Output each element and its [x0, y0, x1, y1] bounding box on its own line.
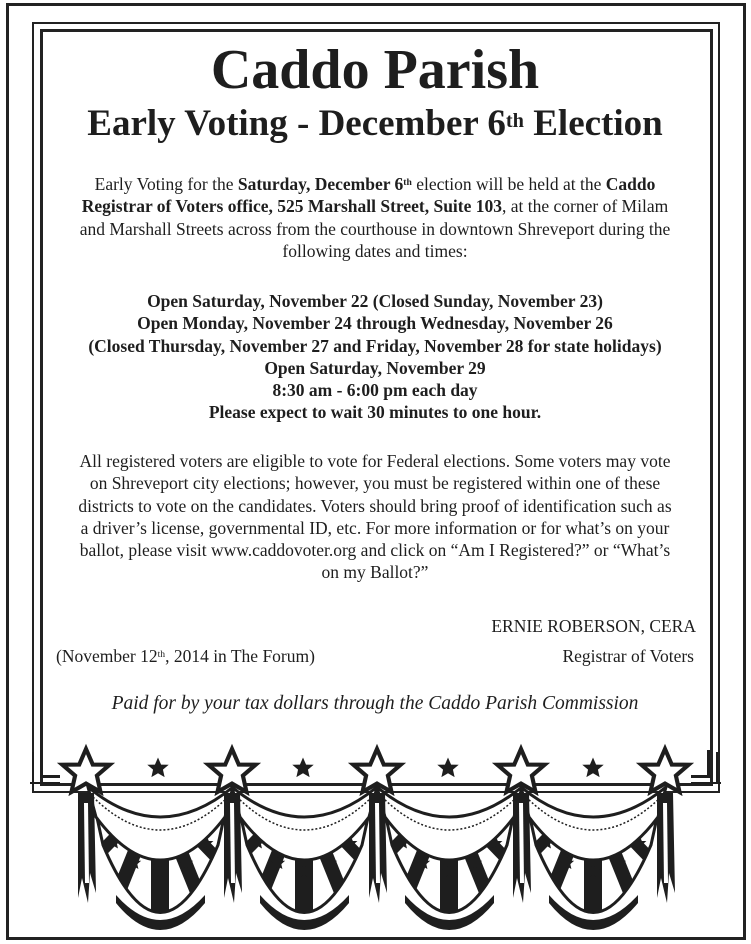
text: on Shreveport city elections; however, you must be registered within one of these: [89, 473, 661, 494]
text: election will be held at the: [411, 174, 606, 194]
publication-note: [56, 645, 315, 667]
paid-for-notice: Paid for by your tax dollars through the Caddo Parish Commission: [111, 693, 639, 714]
frame-corner: [716, 752, 718, 784]
bunting-drape: [657, 793, 675, 903]
bunting-drape: [513, 793, 531, 903]
frame-corner: [707, 750, 710, 778]
subtitle-text-end: Election: [523, 103, 663, 144]
text: All registered voters are eligible to vote for Federal elections. Some voters may vote: [79, 451, 671, 471]
intro-paragraph: [40, 173, 710, 262]
patriotic-bunting-illustration: [0, 730, 751, 930]
schedule-line: (Closed Thursday, November 27 and Friday, November 28 for state holidays): [88, 335, 662, 356]
text: , 2014 in The Forum): [165, 646, 315, 666]
signature-role: Registrar of Voters: [562, 646, 694, 666]
signature-name: ERNIE ROBERSON, CERA: [491, 616, 696, 636]
text: ballot, please visit www.caddovoter.org and click on “Am I Registered?” or “What’s: [79, 540, 671, 561]
subtitle-sup: th: [505, 109, 524, 132]
location-start: Caddo: [605, 174, 656, 194]
schedule-line: Please expect to wait 30 minutes to one hour.: [208, 402, 542, 423]
bunting-drape: [369, 793, 387, 903]
frame-corner: [30, 782, 60, 784]
subtitle-text: Early Voting - December 6: [87, 103, 506, 144]
schedule-line: Open Saturday, November 22 (Closed Sunday, November 23): [147, 291, 603, 311]
text: , at the corner of Milam: [502, 196, 669, 217]
page-title: Caddo Parish: [210, 39, 540, 101]
text: following dates and times:: [282, 240, 468, 261]
text: districts to vote on the candidates. Voters should bring proof of identification such as: [78, 495, 672, 516]
election-date: Saturday, December 6: [237, 174, 404, 194]
bunting-drape: [224, 793, 242, 903]
location: Registrar of Voters office, 525 Marshall Street, Suite 103: [81, 196, 503, 217]
info-paragraph: [40, 450, 710, 584]
schedule-line: Open Saturday, November 29: [264, 357, 486, 378]
schedule-list: [40, 290, 710, 424]
text: Early Voting for the: [94, 174, 238, 194]
schedule-line: 8:30 am - 6:00 pm each day: [272, 380, 478, 401]
text: and Marshall Streets across from the courthouse in downtown Shreveport during the: [79, 218, 671, 239]
sup: th: [403, 176, 412, 188]
text: (November 12: [56, 646, 158, 666]
schedule-line: Open Monday, November 24 through Wednesday, November 26: [137, 313, 613, 334]
frame-corner: [40, 750, 43, 778]
frame-corner: [32, 752, 34, 784]
text: on my Ballot?”: [321, 562, 429, 583]
text: a driver’s license, governmental ID, etc. For more information or for what’s on your: [80, 517, 670, 538]
page-subtitle: [40, 102, 710, 146]
sup: th: [157, 648, 166, 660]
bunting-drape: [78, 793, 96, 903]
